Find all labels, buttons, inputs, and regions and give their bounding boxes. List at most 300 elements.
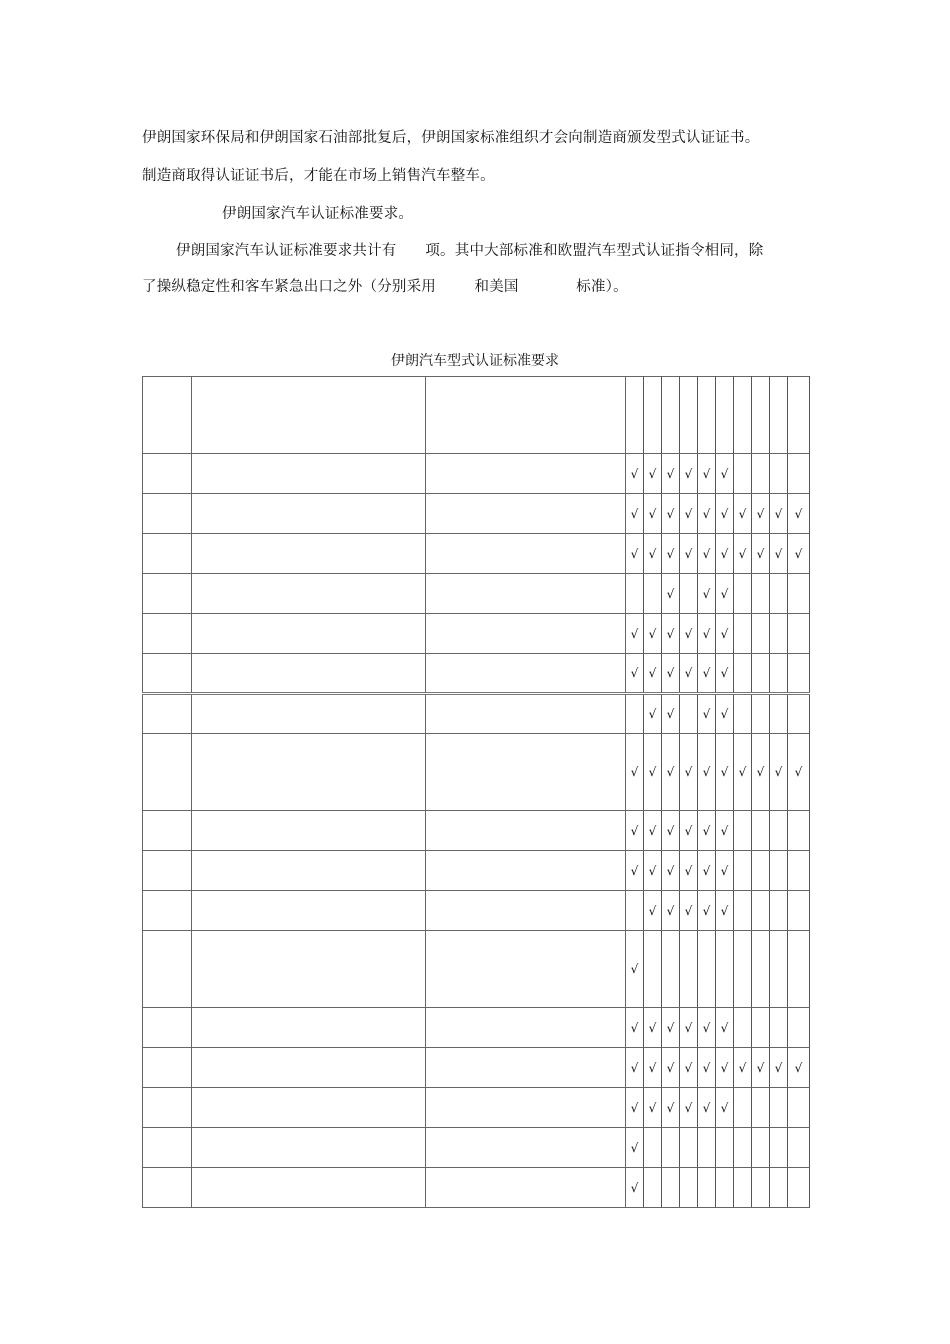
category-cell xyxy=(788,694,810,734)
check-mark: √ xyxy=(702,506,711,521)
standard-cell xyxy=(426,534,626,574)
table-row xyxy=(143,1008,810,1048)
category-cell xyxy=(734,1168,752,1208)
check-mark: √ xyxy=(648,823,657,838)
category-cell xyxy=(644,1128,662,1168)
category-cell xyxy=(698,377,716,454)
no-cell xyxy=(143,851,192,891)
category-cell xyxy=(788,534,810,574)
category-cell xyxy=(752,614,770,654)
category-cell xyxy=(716,494,734,534)
check-mark: √ xyxy=(666,506,675,521)
check-mark: √ xyxy=(702,1060,711,1075)
no-cell xyxy=(143,811,192,851)
category-cell xyxy=(698,694,716,734)
name-cell xyxy=(192,931,426,1008)
check-mark: √ xyxy=(720,1020,729,1035)
standard-cell xyxy=(426,1088,626,1128)
table-row xyxy=(143,614,810,654)
category-cell xyxy=(680,454,698,494)
standard-cell xyxy=(426,1168,626,1208)
standard-cell xyxy=(426,694,626,734)
category-cell xyxy=(662,654,680,694)
category-cell xyxy=(716,377,734,454)
category-cell xyxy=(644,694,662,734)
category-cell xyxy=(626,811,644,851)
category-cell xyxy=(734,851,752,891)
check-mark: √ xyxy=(684,765,693,779)
category-cell xyxy=(734,1008,752,1048)
category-cell xyxy=(734,811,752,851)
category-cell xyxy=(680,614,698,654)
check-mark: √ xyxy=(684,546,693,561)
category-cell xyxy=(626,1168,644,1208)
check-mark: √ xyxy=(738,546,747,561)
name-cell xyxy=(192,1048,426,1088)
check-mark: √ xyxy=(630,1180,639,1195)
category-cell xyxy=(752,574,770,614)
no-cell xyxy=(143,734,192,811)
check-mark: √ xyxy=(666,546,675,561)
check-mark: √ xyxy=(630,1060,639,1075)
name-cell xyxy=(192,1168,426,1208)
check-mark: √ xyxy=(630,823,639,838)
category-cell xyxy=(770,377,788,454)
category-cell xyxy=(626,851,644,891)
category-cell xyxy=(770,654,788,694)
check-mark: √ xyxy=(684,863,693,878)
check-mark: √ xyxy=(648,466,657,481)
check-mark: √ xyxy=(794,546,803,561)
category-cell xyxy=(626,534,644,574)
check-mark: √ xyxy=(684,823,693,838)
category-cell xyxy=(734,377,752,454)
section-heading: 伊朗国家汽车认证标准要求。 xyxy=(222,206,414,222)
no-cell xyxy=(143,654,192,694)
category-cell xyxy=(752,851,770,891)
category-cell xyxy=(644,891,662,931)
category-cell xyxy=(752,377,770,454)
no-cell xyxy=(143,534,192,574)
check-mark: √ xyxy=(702,863,711,878)
check-mark: √ xyxy=(702,823,711,838)
category-cell xyxy=(734,931,752,1008)
no-cell xyxy=(143,454,192,494)
category-cell xyxy=(644,851,662,891)
category-cell xyxy=(788,1168,810,1208)
category-cell xyxy=(626,931,644,1008)
category-cell xyxy=(788,574,810,614)
category-cell xyxy=(680,1088,698,1128)
category-cell xyxy=(788,654,810,694)
category-cell xyxy=(626,694,644,734)
check-mark: √ xyxy=(774,1060,783,1075)
category-cell xyxy=(644,377,662,454)
table-row xyxy=(143,891,810,931)
category-cell xyxy=(662,1008,680,1048)
category-cell xyxy=(770,1168,788,1208)
category-cell xyxy=(626,1048,644,1088)
name-cell xyxy=(192,1088,426,1128)
category-cell xyxy=(644,454,662,494)
check-mark: √ xyxy=(648,666,657,680)
table-row xyxy=(143,1048,810,1088)
category-cell xyxy=(752,811,770,851)
check-mark: √ xyxy=(720,863,729,878)
check-mark: √ xyxy=(720,765,729,779)
category-cell xyxy=(626,454,644,494)
check-mark: √ xyxy=(720,1060,729,1075)
check-mark: √ xyxy=(630,962,639,976)
category-cell xyxy=(662,534,680,574)
category-cell xyxy=(662,1168,680,1208)
check-mark: √ xyxy=(720,1100,729,1115)
table-row xyxy=(143,494,810,534)
category-cell xyxy=(788,931,810,1008)
name-cell xyxy=(192,1128,426,1168)
category-cell xyxy=(662,811,680,851)
check-mark: √ xyxy=(630,466,639,481)
category-cell xyxy=(788,494,810,534)
category-cell xyxy=(680,734,698,811)
standard-cell xyxy=(426,574,626,614)
category-cell xyxy=(716,891,734,931)
check-mark: √ xyxy=(794,765,803,779)
check-mark: √ xyxy=(666,1020,675,1035)
check-mark: √ xyxy=(720,586,729,601)
category-cell xyxy=(752,1128,770,1168)
category-cell xyxy=(698,1048,716,1088)
category-cell xyxy=(662,574,680,614)
check-mark: √ xyxy=(630,546,639,561)
standard-cell xyxy=(426,811,626,851)
category-cell xyxy=(662,377,680,454)
check-mark: √ xyxy=(702,707,711,721)
category-cell xyxy=(788,891,810,931)
category-cell xyxy=(770,574,788,614)
check-mark: √ xyxy=(756,1060,765,1075)
check-mark: √ xyxy=(794,506,803,521)
category-cell xyxy=(770,811,788,851)
check-mark: √ xyxy=(666,707,675,721)
check-mark: √ xyxy=(774,506,783,521)
name-cell xyxy=(192,654,426,694)
no-cell xyxy=(143,494,192,534)
category-cell xyxy=(644,1168,662,1208)
standard-cell xyxy=(426,614,626,654)
category-cell xyxy=(734,1128,752,1168)
category-cell xyxy=(716,851,734,891)
check-mark: √ xyxy=(702,666,711,680)
category-cell xyxy=(752,1048,770,1088)
category-cell xyxy=(716,1008,734,1048)
check-mark: √ xyxy=(774,765,783,779)
category-cell xyxy=(698,931,716,1008)
category-cell xyxy=(716,931,734,1008)
category-cell xyxy=(662,734,680,811)
check-mark: √ xyxy=(648,863,657,878)
standard-cell xyxy=(426,1048,626,1088)
table-header-row xyxy=(143,377,810,454)
check-mark: √ xyxy=(684,626,693,641)
check-mark: √ xyxy=(684,1020,693,1035)
standard-cell xyxy=(426,1128,626,1168)
check-mark: √ xyxy=(684,666,693,680)
category-cell xyxy=(770,931,788,1008)
category-cell xyxy=(716,1128,734,1168)
category-cell xyxy=(680,494,698,534)
category-cell xyxy=(662,694,680,734)
check-mark: √ xyxy=(702,1100,711,1115)
category-cell xyxy=(752,1088,770,1128)
category-cell xyxy=(662,614,680,654)
name-cell xyxy=(192,1008,426,1048)
category-cell xyxy=(734,454,752,494)
category-cell xyxy=(770,494,788,534)
category-cell xyxy=(770,1128,788,1168)
check-mark: √ xyxy=(720,903,729,918)
category-cell xyxy=(698,494,716,534)
paragraph-line-4: 伊朗国家汽车认证标准要求共计有 项。其中大部标准和欧盟汽车型式认证指令相同，除 xyxy=(176,243,764,259)
check-mark: √ xyxy=(702,586,711,601)
category-cell xyxy=(752,1168,770,1208)
check-mark: √ xyxy=(684,506,693,521)
category-cell xyxy=(644,534,662,574)
category-cell xyxy=(734,694,752,734)
check-mark: √ xyxy=(738,506,747,521)
no-cell xyxy=(143,694,192,734)
standard-cell xyxy=(426,734,626,811)
check-mark: √ xyxy=(630,626,639,641)
check-mark: √ xyxy=(702,466,711,481)
category-cell xyxy=(752,454,770,494)
category-cell xyxy=(680,931,698,1008)
paragraph-line-5: 了操纵稳定性和客车紧急出口之外（分别采用 和美国 标准）。 xyxy=(142,279,628,295)
name-cell xyxy=(192,494,426,534)
category-cell xyxy=(752,694,770,734)
check-mark: √ xyxy=(630,863,639,878)
category-cell xyxy=(698,574,716,614)
category-cell xyxy=(680,891,698,931)
name-cell xyxy=(192,614,426,654)
category-cell xyxy=(788,614,810,654)
paragraph-line-1: 伊朗国家环保局和伊朗国家石油部批复后，伊朗国家标准组织才会向制造商颁发型式认证证书。 xyxy=(142,130,760,146)
check-mark: √ xyxy=(666,586,675,601)
category-cell xyxy=(680,1168,698,1208)
category-cell xyxy=(644,574,662,614)
category-cell xyxy=(626,574,644,614)
category-cell xyxy=(644,494,662,534)
category-cell xyxy=(716,534,734,574)
check-mark: √ xyxy=(648,903,657,918)
category-cell xyxy=(680,1128,698,1168)
name-cell xyxy=(192,891,426,931)
category-cell xyxy=(662,1088,680,1128)
check-mark: √ xyxy=(630,1020,639,1035)
standards-table xyxy=(142,376,810,1208)
check-mark: √ xyxy=(648,626,657,641)
check-mark: √ xyxy=(720,823,729,838)
category-cell xyxy=(680,654,698,694)
standard-cell xyxy=(426,891,626,931)
standard-cell xyxy=(426,654,626,694)
name-cell xyxy=(192,454,426,494)
standards-table-body xyxy=(143,377,810,1208)
category-cell xyxy=(644,614,662,654)
category-cell xyxy=(716,454,734,494)
check-mark: √ xyxy=(648,546,657,561)
category-cell xyxy=(662,851,680,891)
category-cell xyxy=(788,1008,810,1048)
table-row xyxy=(143,931,810,1008)
check-mark: √ xyxy=(666,765,675,779)
category-cell xyxy=(698,851,716,891)
check-mark: √ xyxy=(630,1100,639,1115)
category-cell xyxy=(752,891,770,931)
category-cell xyxy=(770,454,788,494)
category-cell xyxy=(770,1048,788,1088)
category-cell xyxy=(752,931,770,1008)
category-cell xyxy=(788,734,810,811)
check-mark: √ xyxy=(720,626,729,641)
table-row xyxy=(143,811,810,851)
category-cell xyxy=(788,1088,810,1128)
category-cell xyxy=(734,1048,752,1088)
category-cell xyxy=(662,454,680,494)
category-cell xyxy=(788,851,810,891)
category-cell xyxy=(716,1168,734,1208)
check-mark: √ xyxy=(630,1140,639,1155)
category-cell xyxy=(698,614,716,654)
category-cell xyxy=(752,654,770,694)
check-mark: √ xyxy=(630,666,639,680)
check-mark: √ xyxy=(648,1020,657,1035)
no-cell xyxy=(143,1088,192,1128)
category-cell xyxy=(626,1088,644,1128)
category-cell xyxy=(644,1048,662,1088)
check-mark: √ xyxy=(794,1060,803,1075)
category-cell xyxy=(716,694,734,734)
check-mark: √ xyxy=(738,765,747,779)
name-cell xyxy=(192,734,426,811)
category-cell xyxy=(734,574,752,614)
category-cell xyxy=(626,654,644,694)
name-cell xyxy=(192,377,426,454)
check-mark: √ xyxy=(720,707,729,721)
table-row xyxy=(143,534,810,574)
table-row xyxy=(143,574,810,614)
category-cell xyxy=(770,1088,788,1128)
category-cell xyxy=(770,614,788,654)
category-cell xyxy=(644,811,662,851)
no-cell xyxy=(143,1128,192,1168)
category-cell xyxy=(770,851,788,891)
category-cell xyxy=(716,654,734,694)
category-cell xyxy=(770,891,788,931)
category-cell xyxy=(716,1088,734,1128)
category-cell xyxy=(626,891,644,931)
category-cell xyxy=(698,1168,716,1208)
check-mark: √ xyxy=(648,506,657,521)
category-cell xyxy=(626,377,644,454)
category-cell xyxy=(716,614,734,654)
category-cell xyxy=(698,1128,716,1168)
table-row xyxy=(143,734,810,811)
category-cell xyxy=(734,891,752,931)
category-cell xyxy=(770,534,788,574)
check-mark: √ xyxy=(720,666,729,680)
name-cell xyxy=(192,811,426,851)
category-cell xyxy=(788,1048,810,1088)
category-cell xyxy=(662,931,680,1008)
category-cell xyxy=(734,654,752,694)
category-cell xyxy=(644,1008,662,1048)
category-cell xyxy=(662,1128,680,1168)
check-mark: √ xyxy=(666,1100,675,1115)
category-cell xyxy=(698,534,716,574)
check-mark: √ xyxy=(666,626,675,641)
category-cell xyxy=(734,494,752,534)
check-mark: √ xyxy=(630,506,639,521)
check-mark: √ xyxy=(648,1100,657,1115)
category-cell xyxy=(698,1088,716,1128)
check-mark: √ xyxy=(738,1060,747,1075)
check-mark: √ xyxy=(648,707,657,721)
category-cell xyxy=(752,734,770,811)
category-cell xyxy=(734,534,752,574)
no-cell xyxy=(143,1048,192,1088)
check-mark: √ xyxy=(684,1100,693,1115)
category-cell xyxy=(716,1048,734,1088)
no-cell xyxy=(143,1168,192,1208)
check-mark: √ xyxy=(720,466,729,481)
check-mark: √ xyxy=(684,1060,693,1075)
check-mark: √ xyxy=(648,765,657,779)
table-row xyxy=(143,1168,810,1208)
table-caption: 伊朗汽车型式认证标准要求 xyxy=(391,353,559,369)
name-cell xyxy=(192,574,426,614)
check-mark: √ xyxy=(684,903,693,918)
category-cell xyxy=(734,734,752,811)
check-mark: √ xyxy=(756,765,765,779)
category-cell xyxy=(698,891,716,931)
category-cell xyxy=(752,1008,770,1048)
category-cell xyxy=(698,454,716,494)
category-cell xyxy=(680,534,698,574)
name-cell xyxy=(192,694,426,734)
standard-cell xyxy=(426,454,626,494)
check-mark: √ xyxy=(702,765,711,779)
no-cell xyxy=(143,1008,192,1048)
category-cell xyxy=(734,614,752,654)
paragraph-line-2: 制造商取得认证证书后，才能在市场上销售汽车整车。 xyxy=(142,168,495,184)
check-mark: √ xyxy=(666,1060,675,1075)
standard-cell xyxy=(426,377,626,454)
check-mark: √ xyxy=(702,903,711,918)
no-cell xyxy=(143,377,192,454)
category-cell xyxy=(644,734,662,811)
category-cell xyxy=(680,811,698,851)
check-mark: √ xyxy=(666,823,675,838)
category-cell xyxy=(698,654,716,694)
check-mark: √ xyxy=(666,666,675,680)
no-cell xyxy=(143,574,192,614)
category-cell xyxy=(788,1128,810,1168)
check-mark: √ xyxy=(756,546,765,561)
name-cell xyxy=(192,534,426,574)
category-cell xyxy=(698,734,716,811)
no-cell xyxy=(143,891,192,931)
